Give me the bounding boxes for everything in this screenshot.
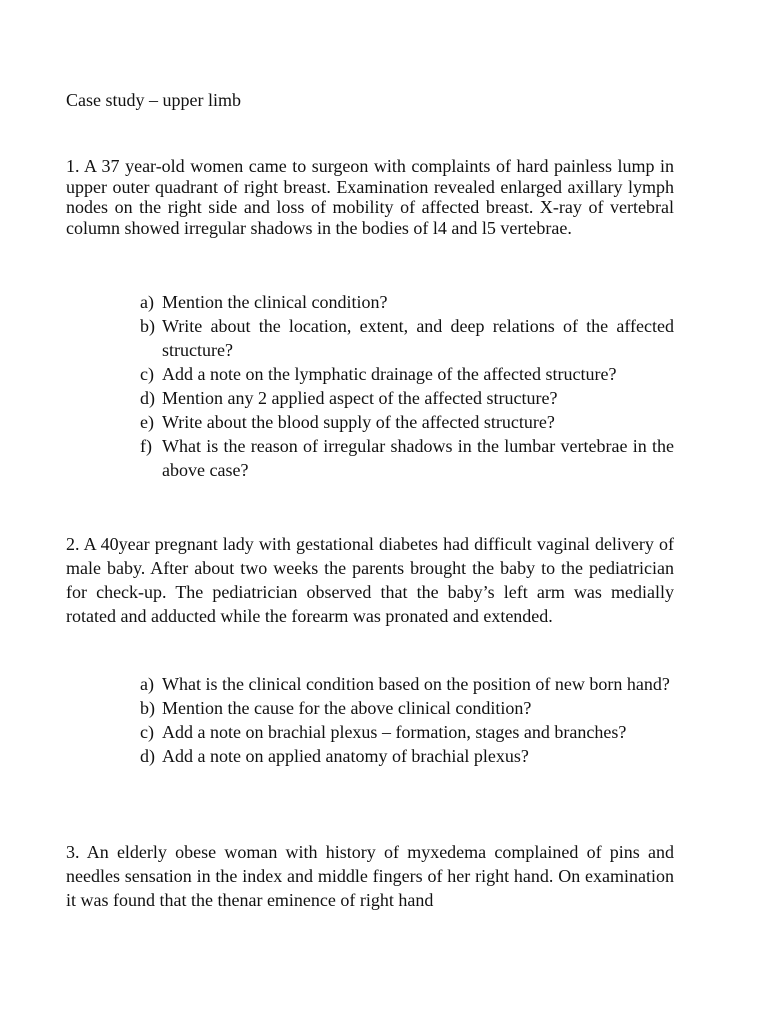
question-item [140,362,674,386]
case-2-text: 2. A 40year pregnant lady with gestational diabetes had difficult vaginal delivery of male baby. After about two weeks the parents brought the baby to the pediatrician for check-up. The pediatrician observed that the baby’s left arm was medially rotated and adducted while the forearm was pronated and extended. [66,534,674,626]
question-text: Add a note on applied anatomy of brachial plexus? [162,746,529,766]
question-text: Add a note on the lymphatic drainage of the affected structure? [162,364,617,384]
document-title: Case study – upper limb [66,90,241,110]
question-text: What is the reason of irregular shadows in the lumbar vertebrae in the above case? [162,436,674,480]
question-letter: e) [140,412,154,432]
question-text: Mention the cause for the above clinical condition? [162,698,532,718]
question-item [140,386,674,410]
case-1-questions [140,290,674,482]
question-item [140,696,674,720]
question-text: Write about the location, extent, and deep relations of the affected structure? [162,316,674,360]
question-text: Mention the clinical condition? [162,292,388,312]
question-letter: b) [140,316,155,336]
case-1-text: 1. A 37 year-old women came to surgeon with complaints of hard painless lump in upper outer quadrant of right breast. Examination revealed enlarged axillary lymph nodes on the right side and loss of mobility of affected breast. X-ray of vertebral column showed irregular shadows in the bodies of l4 and l5 vertebrae. [66,156,674,238]
case-2-questions [140,672,674,768]
question-text: Write about the blood supply of the affected structure? [162,412,555,432]
question-item [140,672,674,696]
question-letter: a) [140,292,154,312]
question-letter: c) [140,364,154,384]
question-item [140,744,674,768]
question-text: Mention any 2 applied aspect of the affected structure? [162,388,558,408]
question-text: Add a note on brachial plexus – formation, stages and branches? [162,722,627,742]
question-letter: b) [140,698,155,718]
question-item [140,290,674,314]
question-item [140,720,674,744]
question-letter: d) [140,746,155,766]
question-letter: d) [140,388,155,408]
question-letter: c) [140,722,154,742]
question-item [140,434,674,482]
question-letter: f) [140,436,152,456]
question-item [140,410,674,434]
question-item [140,314,674,362]
case-3-text: 3. An elderly obese woman with history of myxedema complained of pins and needles sensation in the index and middle fingers of her right hand. On examination it was found that the thenar eminence of right hand [66,842,674,910]
question-letter: a) [140,674,154,694]
question-text: What is the clinical condition based on the position of new born hand? [162,674,670,694]
